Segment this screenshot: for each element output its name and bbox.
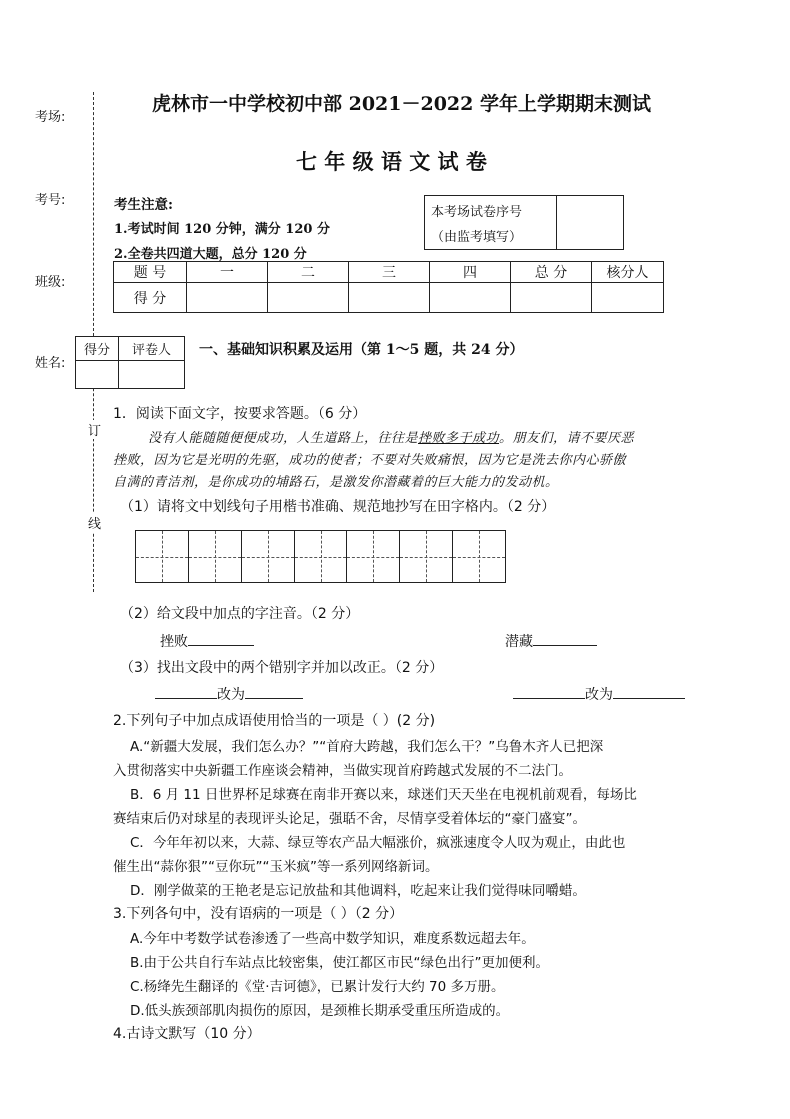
q2-option-b-1: B．6 月 11 日世界杯足球赛在南非开赛以来，球迷们天天坐在电视机前观看，每场比 — [130, 787, 637, 803]
q1-passage-line-1: 没有人能随随便便成功，人生道路上，往往是挫败多于成功。朋友们，请不要厌恶 — [148, 431, 635, 446]
section-1-title: 一、基础知识积累及运用（第 1～5 题，共 24 分） — [199, 342, 524, 358]
binding-ding: 订 — [88, 420, 101, 439]
serial-number-box — [424, 195, 624, 250]
score-header-cell: 四 — [430, 262, 511, 283]
grader-name-label: 评卷人 — [119, 337, 185, 361]
score-row-label: 得 分 — [114, 283, 187, 313]
wrong-char-blank[interactable] — [155, 684, 217, 699]
score-header-cell: 三 — [349, 262, 430, 283]
q1-sub-1: （1）请将文中划线句子用楷书准确、规范地抄写在田字格内。（2 分） — [120, 499, 556, 515]
tianzige-cell[interactable] — [189, 531, 242, 582]
score-cell[interactable] — [430, 283, 511, 313]
pinyin-blank-b[interactable] — [533, 631, 597, 646]
q3-stem: 3.下列各句中，没有语病的一项是（ ）（2 分） — [113, 906, 404, 922]
q1-correction-a: 改为 — [155, 684, 303, 704]
notes-heading: 考生注意: — [114, 197, 173, 213]
name-label: 姓名: — [35, 356, 66, 371]
q1-sub-3: （3）找出文段中的两个错别字并加以改正。（2 分） — [120, 660, 444, 676]
q2-option-b-2: 赛结束后仍对球星的表现评头论足，强聒不舍，尽情享受着体坛的“豪门盛宴”。 — [113, 811, 586, 827]
score-cell[interactable] — [592, 283, 664, 313]
grader-name-cell[interactable] — [119, 361, 185, 389]
tianzige-grid[interactable] — [135, 530, 506, 583]
exam-room-label: 考场: — [35, 110, 66, 125]
binding-xian: 线 — [88, 513, 101, 532]
score-cell[interactable] — [349, 283, 430, 313]
q1-passage-line-3: 自满的青洁剂，是你成功的埔路石，是激发你潜藏着的巨大能力的发动机。 — [113, 475, 559, 490]
q1-underlined-sentence: 挫败多于成功 — [418, 431, 500, 446]
tianzige-cell[interactable] — [295, 531, 348, 582]
q2-option-a-1: A.“新疆大发展，我们怎么办？”“首府大跨越，我们怎么干？”乌鲁木齐人已把深 — [130, 739, 604, 755]
tianzige-cell[interactable] — [400, 531, 453, 582]
notes-line-1: 1.考试时间 120 分钟，满分 120 分 — [114, 222, 330, 237]
score-cell[interactable] — [511, 283, 592, 313]
q2-stem: 2.下列句子中加点成语使用恰当的一项是（ ）(2 分) — [113, 713, 436, 729]
score-cell[interactable] — [268, 283, 349, 313]
serial-input-cell[interactable] — [557, 196, 624, 250]
q3-option-a: A.今年中考数学试卷渗透了一些高中数学知识，难度系数远超去年。 — [130, 931, 535, 947]
q2-option-d: D．刚学做菜的王艳老是忘记放盐和其他调料，吃起来让我们觉得味同嚼蜡。 — [130, 883, 586, 899]
tianzige-cell[interactable] — [242, 531, 295, 582]
exam-number-label: 考号: — [35, 193, 66, 208]
grader-score-label: 得分 — [76, 337, 119, 361]
q1-sub-2: （2）给文段中加点的字注音。（2 分） — [120, 606, 360, 622]
wrong-char-blank[interactable] — [513, 684, 585, 699]
q3-option-c: C.杨绛先生翻译的《堂·吉诃德》，已累计发行大约 70 多万册。 — [130, 979, 505, 995]
score-table — [113, 261, 664, 313]
pinyin-blank-a[interactable] — [188, 631, 254, 646]
tianzige-cell[interactable] — [136, 531, 189, 582]
q1-correction-b: 改为 — [513, 684, 685, 704]
q2-option-c-1: C．今年年初以来，大蒜、绿豆等农产品大幅涨价，疯涨速度令人叹为观止，由此也 — [130, 835, 626, 851]
class-label: 班级: — [35, 275, 66, 290]
q4-stem: 4.古诗文默写（10 分） — [113, 1026, 261, 1042]
page-subtitle: 七 年 级 语 文 试 卷 — [296, 149, 487, 174]
notes-line-2: 2.全卷共四道大题，总分 120 分 — [114, 247, 307, 262]
serial-label-2: （由监考填写） — [431, 229, 523, 245]
score-header-cell: 核分人 — [592, 262, 664, 283]
grader-box — [75, 336, 185, 389]
q1-passage-line-2: 挫败，因为它是光明的先驱，成功的使者；不要对失败痛恨，因为它是洗去你内心骄傲 — [113, 453, 627, 468]
q1-stem: 1．阅读下面文字，按要求答题。（6 分） — [113, 406, 367, 422]
page-title: 虎林市一中学校初中部 2021－2022 学年上学期期末测试 — [152, 93, 651, 115]
score-header-cell: 总 分 — [511, 262, 592, 283]
score-header-cell: 二 — [268, 262, 349, 283]
q2-option-a-2: 入贯彻落实中央新疆工作座谈会精神，当做实现首府跨越式发展的不二法门。 — [113, 763, 572, 779]
q1-pinyin-b: 潜藏 — [505, 631, 597, 651]
correct-char-blank[interactable] — [245, 684, 303, 699]
serial-label-1: 本考场试卷序号 — [431, 204, 523, 220]
q1-pinyin-a: 挫败 — [160, 631, 254, 651]
q2-option-c-2: 催生出“蒜你狠”“豆你玩”“玉米疯”等一系列网络新词。 — [113, 859, 439, 875]
grader-score-cell[interactable] — [76, 361, 119, 389]
score-cell[interactable] — [187, 283, 268, 313]
tianzige-cell[interactable] — [347, 531, 400, 582]
tianzige-cell[interactable] — [453, 531, 505, 582]
score-header-cell: 题 号 — [114, 262, 187, 283]
q3-option-b: B.由于公共自行车站点比较密集，使江都区市民“绿色出行”更加便利。 — [130, 955, 550, 971]
score-header-cell: 一 — [187, 262, 268, 283]
q3-option-d: D.低头族颈部肌肉损伤的原因，是颈椎长期承受重压所造成的。 — [130, 1003, 510, 1019]
correct-char-blank[interactable] — [613, 684, 685, 699]
